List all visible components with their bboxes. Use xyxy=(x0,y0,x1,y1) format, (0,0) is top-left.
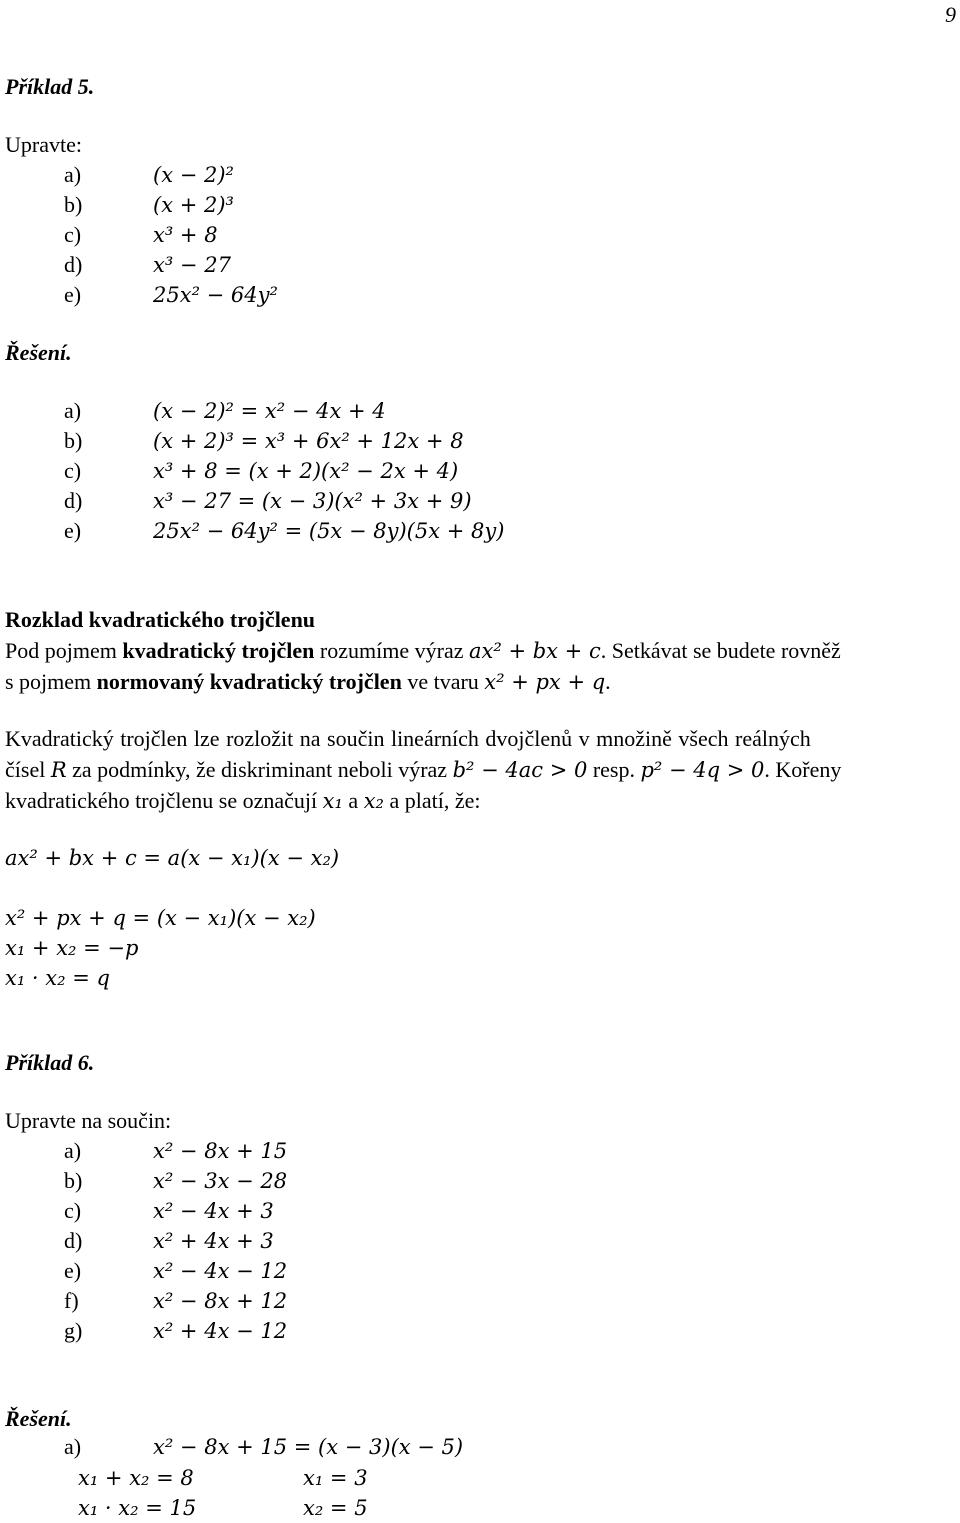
item-label: b) xyxy=(64,1168,83,1193)
item-label: b) xyxy=(64,192,83,217)
item-label: c) xyxy=(64,458,82,483)
item-expression: x² + 4x − 12 xyxy=(153,1319,288,1343)
item-expression: x² − 4x − 12 xyxy=(153,1259,288,1283)
item-expression: x³ + 8 xyxy=(153,223,218,247)
item-label: d) xyxy=(64,1228,83,1253)
math: x² + px + q xyxy=(484,670,606,694)
page-number: 9 xyxy=(945,2,956,27)
item-expression: x³ − 27 = (x − 3)(x² + 3x + 9) xyxy=(153,489,472,513)
item-label: a) xyxy=(64,162,82,187)
item-expression: 25x² − 64y² = (5x − 8y)(5x + 8y) xyxy=(153,519,505,543)
example-6-title: Příklad 6. xyxy=(5,1050,95,1075)
math: ax² + bx + c xyxy=(468,639,601,663)
item-label: c) xyxy=(64,222,82,247)
item-expression: x² − 3x − 28 xyxy=(153,1169,288,1193)
text: za podmínky, že diskriminant neboli výraz xyxy=(66,757,453,782)
example-5-title: Příklad 5. xyxy=(5,74,95,99)
item-label: e) xyxy=(64,518,82,543)
item-expression: x² + 4x + 3 xyxy=(153,1229,274,1253)
paragraph-line xyxy=(5,636,841,666)
item-expression: (x + 2)³ xyxy=(153,193,234,217)
formula: x² + px + q = (x − x₁)(x − x₂) xyxy=(5,906,316,930)
item-expression: (x − 2)² = x² − 4x + 4 xyxy=(153,399,386,423)
vieta-sum: x₁ + x₂ = 8 xyxy=(78,1466,194,1490)
item-expression: x² − 8x + 15 xyxy=(153,1139,288,1163)
math: b² − 4ac > 0 xyxy=(452,758,588,782)
text: . Kořeny xyxy=(764,757,842,782)
item-expression: (x + 2)³ = x³ + 6x² + 12x + 8 xyxy=(153,429,464,453)
root-2: x₂ = 5 xyxy=(303,1496,368,1520)
math: x₂ xyxy=(363,789,384,813)
text: . xyxy=(605,669,611,694)
example-5-intro: Upravte: xyxy=(5,132,82,157)
item-label: a) xyxy=(64,1434,82,1459)
example-6-intro: Upravte na součin: xyxy=(5,1108,172,1133)
text: rozumíme výraz xyxy=(314,638,469,663)
item-label: d) xyxy=(64,252,83,277)
item-expression: x² − 8x + 15 = (x − 3)(x − 5) xyxy=(153,1435,464,1459)
item-label: d) xyxy=(64,488,83,513)
text: a xyxy=(342,788,364,813)
text: Pod pojmem xyxy=(5,638,123,663)
item-expression: x² − 8x + 12 xyxy=(153,1289,288,1313)
item-expression: 25x² − 64y² xyxy=(153,283,278,307)
formula: x₁ + x₂ = −p xyxy=(5,936,139,960)
vieta-product: x₁ · x₂ = 15 xyxy=(78,1496,197,1520)
formula: x₁ · x₂ = q xyxy=(5,966,110,990)
example-6-solution-title: Řešení. xyxy=(5,1406,72,1431)
item-expression: x³ + 8 = (x + 2)(x² − 2x + 4) xyxy=(153,459,459,483)
text: . Setkávat se budete rovněž xyxy=(600,638,841,663)
item-label: c) xyxy=(64,1198,82,1223)
item-expression: (x − 2)² xyxy=(153,163,234,187)
paragraph-line xyxy=(5,786,480,816)
math: x₁ xyxy=(322,789,343,813)
math: R xyxy=(50,758,67,782)
text: čísel xyxy=(5,757,51,782)
item-label: e) xyxy=(64,1258,82,1283)
section-heading: Rozklad kvadratického trojčlenu xyxy=(5,607,316,632)
text: ve tvaru xyxy=(401,669,485,694)
paragraph-line xyxy=(5,667,611,697)
item-label: a) xyxy=(64,1138,82,1163)
item-label: e) xyxy=(64,282,82,307)
item-expression: x² − 4x + 3 xyxy=(153,1199,274,1223)
example-5-solution-title: Řešení. xyxy=(5,340,72,365)
item-label: a) xyxy=(64,398,82,423)
formula: ax² + bx + c = a(x − x₁)(x − x₂) xyxy=(5,846,340,870)
term-bold: normovaný kvadratický trojčlen xyxy=(96,669,402,694)
item-expression: x³ − 27 xyxy=(153,253,231,277)
root-1: x₁ = 3 xyxy=(303,1466,368,1490)
text: s pojmem xyxy=(5,669,97,694)
paragraph-line xyxy=(5,755,841,785)
item-label: g) xyxy=(64,1318,83,1343)
term-bold: kvadratický trojčlen xyxy=(122,638,315,663)
text: kvadratického trojčlenu se označují xyxy=(5,788,323,813)
text: resp. xyxy=(587,757,641,782)
item-label: f) xyxy=(64,1288,79,1313)
text: a platí, že: xyxy=(383,788,481,813)
math: p² − 4q > 0 xyxy=(640,758,765,782)
item-label: b) xyxy=(64,428,83,453)
paragraph-line: Kvadratický trojčlen lze rozložit na součin lineárních dvojčlenů v množině všech reálných xyxy=(5,726,811,751)
